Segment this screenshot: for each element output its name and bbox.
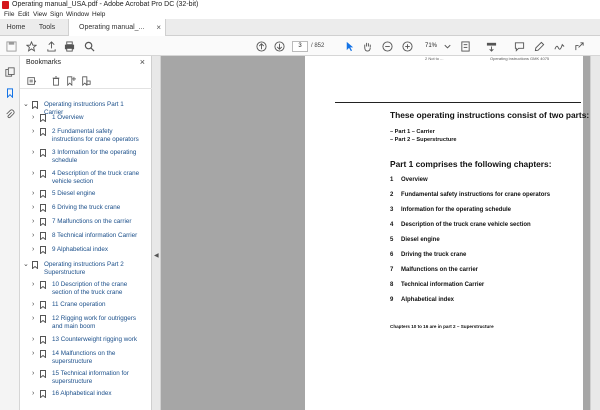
bookmarks-toolbar [20, 73, 152, 89]
save-icon[interactable] [4, 39, 18, 53]
bookmark-label: 16 Alphabetical index [52, 390, 112, 397]
next-page-icon[interactable] [272, 39, 286, 53]
chevron-right-icon[interactable]: › [32, 350, 35, 357]
bookmark-icon [40, 204, 46, 212]
bookmark-label: 1 Overview [52, 114, 84, 121]
bookmark-label: 15 Technical information for superstructure [52, 370, 129, 385]
bookmark-label: 12 Rigging work for outriggers and main boom [52, 315, 136, 330]
chevron-right-icon[interactable]: › [32, 218, 35, 225]
chevron-right-icon[interactable]: › [32, 370, 35, 377]
chevron-right-icon[interactable]: › [32, 336, 35, 343]
delete-icon[interactable] [50, 75, 61, 86]
bookmark-icon [40, 246, 46, 254]
chapter-title: Overview [401, 177, 428, 183]
close-tab-icon[interactable]: × [156, 23, 161, 32]
zoom-level[interactable]: 71% [425, 43, 438, 49]
new-bookmark-icon[interactable] [65, 75, 76, 86]
page-thumbnails-icon[interactable] [4, 66, 16, 78]
chapter-title: Description of the truck crane vehicle section [401, 222, 531, 228]
chapter-number: 8 [390, 282, 394, 288]
bookmark-label: Operating instructions Part 2 Superstructure [44, 261, 124, 276]
bookmark-icon [40, 315, 46, 323]
tab-home[interactable]: Home [6, 24, 26, 31]
navigation-pane-strip [0, 56, 20, 410]
bookmark-label: 8 Technical information Carrier [52, 232, 138, 239]
document-page [305, 56, 590, 410]
bookmarks-panel [20, 56, 152, 410]
bookmark-label: 5 Diesel engine [52, 190, 96, 197]
part2-note: Chapters 10 to 16 are in part 2 – Superstructure [390, 324, 494, 329]
chapter-title: Diesel engine [401, 237, 440, 243]
sign-icon[interactable] [552, 39, 566, 53]
chevron-right-icon[interactable]: › [32, 315, 35, 322]
page-total: / 852 [311, 43, 325, 49]
search-icon[interactable] [82, 39, 96, 53]
toolbar [0, 36, 600, 56]
chevron-right-icon[interactable]: › [32, 232, 35, 239]
collapse-panel-icon[interactable]: ◀ [154, 253, 159, 259]
part-item: – Part 2 – Superstructure [390, 137, 457, 143]
chevron-right-icon[interactable]: › [32, 128, 35, 135]
chevron-right-icon[interactable]: › [32, 190, 35, 197]
bookmark-icon [40, 301, 46, 309]
page-header-right: Operating instructions GMK 4075 [490, 56, 550, 61]
acrobat-app-icon [2, 1, 9, 9]
menu-help[interactable]: Help [92, 11, 106, 18]
chevron-right-icon[interactable]: › [32, 114, 35, 121]
previous-page-icon[interactable] [254, 39, 268, 53]
vertical-scrollbar[interactable] [590, 56, 600, 410]
tab-tools[interactable]: Tools [38, 24, 56, 31]
chapter-number: 7 [390, 267, 394, 273]
page-view-icon[interactable] [458, 39, 472, 53]
bookmark-icon [40, 114, 46, 122]
options-menu-icon[interactable] [26, 75, 37, 86]
chevron-right-icon[interactable]: › [32, 170, 35, 177]
bookmark-label: 2 Fundamental safety instructions for crane operators [52, 128, 139, 143]
share-icon[interactable] [572, 39, 586, 53]
bookmark-icon [40, 370, 46, 378]
chapter-number: 1 [390, 177, 394, 183]
bookmark-icon [32, 261, 38, 269]
bookmark-label: 4 Description of the truck crane vehicle section [52, 170, 140, 185]
bookmark-icon [40, 390, 46, 398]
chevron-right-icon[interactable]: › [32, 281, 35, 288]
panel-splitter[interactable] [152, 56, 161, 410]
scroll-mode-icon[interactable] [484, 39, 498, 53]
bookmark-label: 9 Alphabetical index [52, 246, 109, 253]
bookmark-label: 11 Crane operation [52, 301, 106, 308]
bookmarks-panel-title: Bookmarks [26, 59, 62, 66]
bookmark-icon [40, 170, 46, 178]
page-number-input[interactable]: 3 [292, 41, 308, 52]
highlight-pen-icon[interactable] [532, 39, 546, 53]
menu-sign[interactable]: Sign [50, 11, 64, 18]
chevron-right-icon[interactable]: › [32, 204, 35, 211]
bookmarks-icon[interactable] [4, 87, 16, 99]
chevron-right-icon[interactable]: › [32, 149, 35, 156]
chapter-number: 6 [390, 252, 394, 258]
title-bar [0, 0, 600, 10]
bookmark-label: Operating instructions Part 1 Carrier [44, 101, 124, 116]
horizontal-rule [335, 102, 581, 103]
bookmark-icon [40, 232, 46, 240]
bookmark-icon [40, 149, 46, 157]
bookmark-icon [40, 190, 46, 198]
bookmark-label: 3 Information for the operating schedule [52, 149, 137, 164]
page-heading: These operating instructions consist of two parts: [390, 110, 590, 120]
chevron-right-icon[interactable]: › [32, 301, 35, 308]
chapter-title: Fundamental safety instructions for crane operators [401, 192, 551, 198]
page-header-left: 2 Not to ... [425, 56, 444, 61]
bookmark-label: 7 Malfunctions on the carrier [52, 218, 132, 225]
chapter-title: Alphabetical index [401, 297, 455, 303]
bookmark-icon [32, 101, 38, 109]
chapter-title: Technical information Carrier [401, 282, 485, 288]
upload-icon[interactable] [44, 39, 58, 53]
zoom-in-icon[interactable] [400, 39, 414, 53]
bookmarks-panel-header [20, 56, 152, 72]
bookmark-icon [40, 350, 46, 358]
zoom-dropdown-icon[interactable] [440, 39, 454, 53]
part-item: – Part 1 – Carrier [390, 129, 435, 135]
chapter-number: 4 [390, 222, 394, 228]
zoom-out-icon[interactable] [380, 39, 394, 53]
chevron-right-icon[interactable]: › [32, 390, 35, 397]
chevron-right-icon[interactable]: › [32, 246, 35, 253]
bookmark-label: 14 Malfunctions on the superstructure [52, 350, 116, 365]
chapter-number: 5 [390, 237, 394, 243]
chevron-down-icon[interactable]: ⌄ [23, 261, 29, 268]
tab-document[interactable] [68, 19, 166, 36]
hand-tool-icon[interactable] [360, 39, 374, 53]
bookmark-icon [40, 336, 46, 344]
tab-bar [0, 19, 600, 36]
menu-view[interactable]: View [33, 11, 47, 18]
print-icon[interactable] [62, 39, 76, 53]
attachments-icon[interactable] [4, 108, 16, 120]
chapter-title: Driving the truck crane [401, 252, 467, 258]
menu-edit[interactable]: Edit [18, 11, 30, 18]
expand-bookmark-icon[interactable] [80, 75, 91, 86]
bookmark-icon [40, 281, 46, 289]
bookmark-label: 13 Counterweight rigging work [52, 336, 138, 343]
chapter-title: Malfunctions on the carrier [401, 267, 479, 273]
select-cursor-icon[interactable] [342, 39, 356, 53]
chapters-heading: Part 1 comprises the following chapters: [390, 159, 552, 169]
window-title: Operating manual_USA.pdf - Adobe Acrobat Pro DC (32-bit) [12, 1, 199, 8]
comment-icon[interactable] [512, 39, 526, 53]
bookmark-icon [40, 218, 46, 226]
chapter-number: 3 [390, 207, 394, 213]
bookmark-icon [40, 128, 46, 136]
chapter-title: Information for the operating schedule [401, 207, 512, 213]
close-icon[interactable]: × [139, 57, 145, 67]
menu-window[interactable]: Window [66, 11, 90, 18]
bookmark-label: 10 Description of the crane section of the truck crane [52, 281, 128, 296]
bookmark-star-icon[interactable] [24, 39, 38, 53]
menu-file[interactable]: File [4, 11, 15, 18]
menu-bar [0, 10, 600, 19]
chapter-number: 2 [390, 192, 394, 198]
tab-document-label: Operating manual_... [79, 24, 145, 31]
bookmark-label: 6 Driving the truck crane [52, 204, 121, 211]
chapter-number: 9 [390, 297, 394, 303]
chevron-down-icon[interactable]: ⌄ [23, 101, 29, 108]
